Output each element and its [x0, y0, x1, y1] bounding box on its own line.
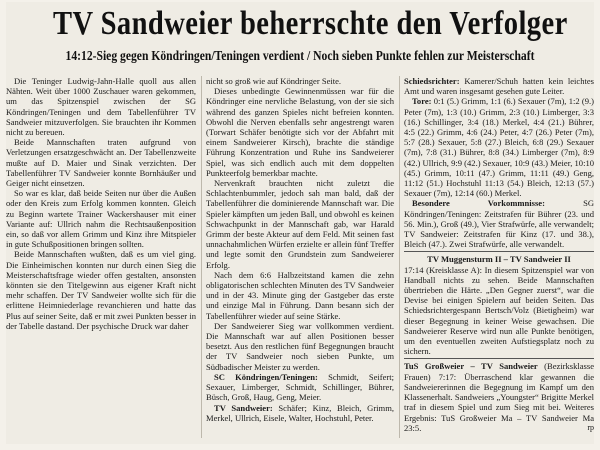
goals-label: Tore: — [412, 96, 432, 107]
column-3 — [404, 76, 594, 444]
column-2 — [206, 76, 394, 444]
special-paragraph — [404, 198, 594, 249]
paragraph: Nervenkraft brauchten nicht zuletzt die Schlachtenbummler, jedoch sah man bald, daß der Tabellenführer die dominierende Mannschaft war. Die Spieler kämpften um jeden Ball, und obwohl es keinen Schwachpunkt in der Mannschaft gab, war Harald Grimm der beste Akteur auf dem Feld. Mit seinen fast unnachahmlichen Würfen erzielte er allein fünf Treffer und legte somit den Grundstein zum Sandweierer Erfolg. — [206, 178, 394, 270]
paragraph: nicht so groß wie auf Köndringer Seite. — [206, 76, 342, 86]
paragraph: Der Sandweierer Sieg war vollkommen verdient. Die Mannschaft war auf allen Positionen besser besetzt. Aus den restlichen fünf Begegnungen braucht der TV Sandweier noch sieben Punkte, um Südbadischer Meister zu werden. — [206, 320, 394, 372]
paragraph: Beide Mannschaften wußten, daß es um viel ging. Die Einheimischen konnten nur durch einen Sieg die Meisterschaftsfrage wieder offen gestalten, ansonsten könnten sie den Titelgewinn aus eigener Kraft nicht mehr schaffen. Der TV Sandweier wollte sich für die erlittene Heimniederlage revanchieren und hatte das Plus auf seiner Seite, daß er mit zwei Punkten besser in der Tabelle dastand. Der psychische Druck war daher — [6, 249, 196, 331]
lineup-home — [206, 372, 394, 403]
paragraph: Die Teninger Ludwig-Jahn-Halle quoll aus allen Nähten. Weit über 1000 Zuschauer waren gekommen, um das Spitzenspiel zwischen der SG Köndringen/Teningen und dem Tabellenführer TV Sandweier mitzuverfolgen. Sie brauchten ihr Kommen nicht zu bereuen. — [6, 76, 196, 138]
referee-label: Schiedsrichter: — [404, 76, 460, 86]
goals-paragraph — [404, 96, 594, 198]
game2-title: TV Muggensturm II – TV Sandweier II — [427, 254, 571, 265]
subheadline: 14:12-Sieg gegen Köndringen/Teningen verdient / Noch sieben Punkte fehlen zur Meisterschaft — [65, 48, 535, 63]
lineup-players: Schmidt, Seifert; Sexauer, Limberger, Schmidt, Schillinger, Bührer, Büsch, Groß, Haug, Geng, Meier. — [206, 371, 394, 403]
special-label: Besondere Vorkommnisse: — [412, 198, 545, 209]
paragraph: Dieses unbedingte Gewinnenmüssen war für die Köndringer eine nervliche Belastung, von der sie sich während des ganzen Spieles nicht befreien konnten. Obwohl die Nerven ebenfalls sehr angestrengt waren (Torwart Schäfer benötigte sich vor der Abfahrt mit einem Sandweierer Kirsch), brachte die ständige Führung Konzentration und Ruhe ins Sandweierer Spiel, was sich endlich auch mit dem doppelten Punkteerfolg bemerkbar machte. — [206, 86, 394, 178]
column-1 — [6, 76, 196, 444]
referee-paragraph — [404, 76, 594, 96]
lineup-players: Schäfer; Kinz, Bleich, Grimm, Merkel, Ullrich, Eisele, Walter, Hochstuhl, Peter. — [206, 402, 394, 423]
special-text: SG Köndringen/Teningen: Zeitstrafen für Bührer (23. und 56. Min.), Groß (49.), Vier Strafwürfe, alle verwandelt; TV Sandweier: Zeitstrafen für Kinz (17. und 38.), Bleich (47.). Zwei Strafwürfe, alle verwandelt. — [404, 198, 594, 250]
section-divider — [404, 251, 594, 252]
game3-text: (Bezirksklasse Frauen) 7:17: Überraschend klar gewannen die Sandweiererinnen die Begegnung im Kampf um den Klassenerhalt. Sandweiers „Youngster“ Brigitte Merkel traf in diesem Spiel und zum Sieg mit bei. Weiteres Ergebnis: TuS Großweier Ma – TV Sandweier Ma 23:5. — [404, 361, 594, 433]
paragraph: Nach dem 6:6 Halbzeitstand kamen die zehn obligatorischen schlechten Minuten des TV Sandweier und in der 43. Minute ging der Gastgeber das erste und einzige Mal in Führung. Dann besann sich der Tabellenführer wieder auf seine Stärke. — [206, 269, 394, 321]
goals-text: 0:1 (5.) Grimm, 1:1 (6.) Sexauer (7m), 1:2 (9.) Peter (7m), 1:3 (10.) Grimm, 2:3 (10.) Limberger, 3:3 (16.) Schillinger, 3:4 (18.) Merkel, 4:4 (21.) Bührer, 4:5 (22.) Grimm, 4:6 (24.) Peter, 4:7 (26.) Peter (7m), 5:7 (28.) Sexauer, 5:8 (27.) Bleich, 6:8 (29.) Sexauer (7m), 7:8 (31.) Bührer, 8:8 (34.) Limberger (7m), 8:9 (42.) Ullrich, 9:9 (42.) Sexauer, 10:9 (43.) Meier, 10:10 (45.) Grimm, 10:11 (47.) Grimm, 11:11 (49.) Geng, 11:12 (51.) Hochstuhl 11:13 (54.) Bleich, 12:13 (57.) Sexauer (7m), 12:14 (60.) Merkel. — [404, 96, 594, 199]
lineup-team: SC Köndringen/Teningen: — [214, 371, 318, 382]
headline: TV Sandweier beherrschte den Verfolger — [53, 5, 568, 42]
lineup-away — [206, 403, 394, 423]
paragraph: So war es klar, daß beide Seiten nur über die Außen oder den Kreis zum Erfolg kommen konnten. Gleich zu Beginn wartete Trainer Wackershauser mit einer Variante auf: Ullrich nahm die Rechtsaußenposition ein, so daß vor allem Grimm und Kinz ihre Mitspieler in gute Schußpositionen bringen sollten. — [6, 188, 196, 250]
author-initials: rp — [587, 422, 594, 432]
referee-text: Kamerer/Schuh hatten kein leichtes Amt und waren insgesamt gesehen gute Leiter. — [404, 76, 594, 97]
game3-title: TuS Großweier – TV Sandweier — [404, 361, 538, 372]
game2-text: 17:14 (Kreisklasse A): In diesem Spitzenspiel war von Handball nichts zu sehen. Beide Mannschaften übertrieben die Härte. „Den Gegner zuerst“, war die Devise bei einigen Spielern auf beiden Seiten. Das Schiedsrichtergespann Bertsch/Volz (Bietigheim) war dieser Begegnung in keiner Weise gewachsen. Die Sandweierer Reserve wird nun alle Punkte benötigen, um den eventuellen zweiten Aufstiegsplatz noch zu sichern. — [404, 264, 594, 357]
lineup-team: TV Sandweier: — [214, 402, 273, 413]
paragraph: Beide Mannschaften traten aufgrund von Verletzungen ersatzgeschwächt an. Der Tabellenzweite mußte auf D. Maier und Sinak verzichten. Der Tabellenführer TV Sandweier konnte Bornhäußer und Geiger nicht einsetzen. — [6, 137, 196, 189]
section-divider — [404, 358, 594, 359]
column-divider — [201, 76, 202, 438]
game3-paragraph — [404, 361, 594, 432]
column-divider — [399, 76, 400, 438]
newspaper-clipping — [6, 2, 594, 444]
